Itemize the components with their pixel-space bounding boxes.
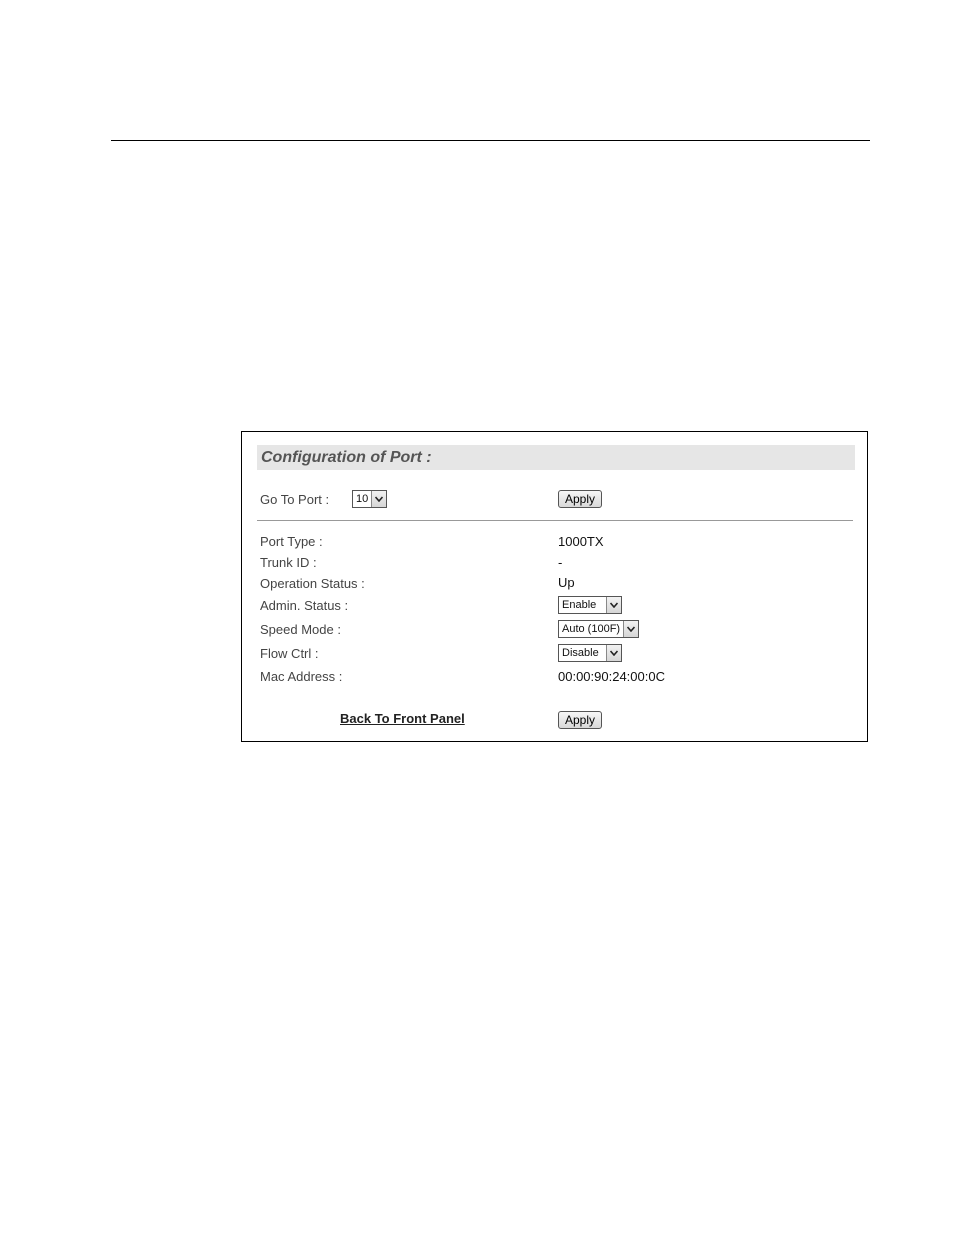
goto-port-selected: 10	[356, 493, 369, 505]
flow-ctrl-select[interactable]	[558, 644, 622, 662]
operation-status-value: Up	[558, 575, 575, 590]
back-to-front-panel-link[interactable]: Back To Front Panel	[340, 711, 465, 726]
speed-mode-selected: Auto (100F)	[562, 623, 621, 635]
admin-status-select[interactable]	[558, 596, 622, 614]
chevron-down-icon	[623, 621, 638, 637]
panel-title-bar	[257, 445, 855, 470]
mac-address-label: Mac Address :	[260, 669, 343, 684]
admin-status-selected: Enable	[562, 599, 597, 611]
port-type-label: Port Type :	[260, 534, 323, 549]
goto-port-label: Go To Port :	[260, 492, 330, 507]
trunk-id-value: -	[558, 555, 563, 570]
panel-title: Configuration of Port :	[261, 449, 432, 466]
speed-mode-select[interactable]	[558, 620, 639, 638]
flow-ctrl-selected: Disable	[562, 647, 599, 659]
speed-mode-label: Speed Mode :	[260, 622, 341, 637]
section-divider	[257, 520, 853, 521]
port-type-value: 1000TX	[558, 534, 604, 549]
chevron-down-icon	[371, 491, 386, 507]
operation-status-label: Operation Status :	[260, 576, 365, 591]
apply-button[interactable]: Apply	[558, 711, 602, 729]
goto-port-apply-button[interactable]: Apply	[558, 490, 602, 508]
goto-port-select[interactable]	[352, 490, 387, 508]
mac-address-value: 00:00:90:24:00:0C	[558, 669, 665, 684]
admin-status-label: Admin. Status :	[260, 598, 349, 613]
port-configuration-panel	[241, 431, 868, 742]
page-header-rule	[111, 140, 870, 141]
chevron-down-icon	[606, 645, 621, 661]
trunk-id-label: Trunk ID :	[260, 555, 317, 570]
chevron-down-icon	[606, 597, 621, 613]
flow-ctrl-label: Flow Ctrl :	[260, 646, 319, 661]
